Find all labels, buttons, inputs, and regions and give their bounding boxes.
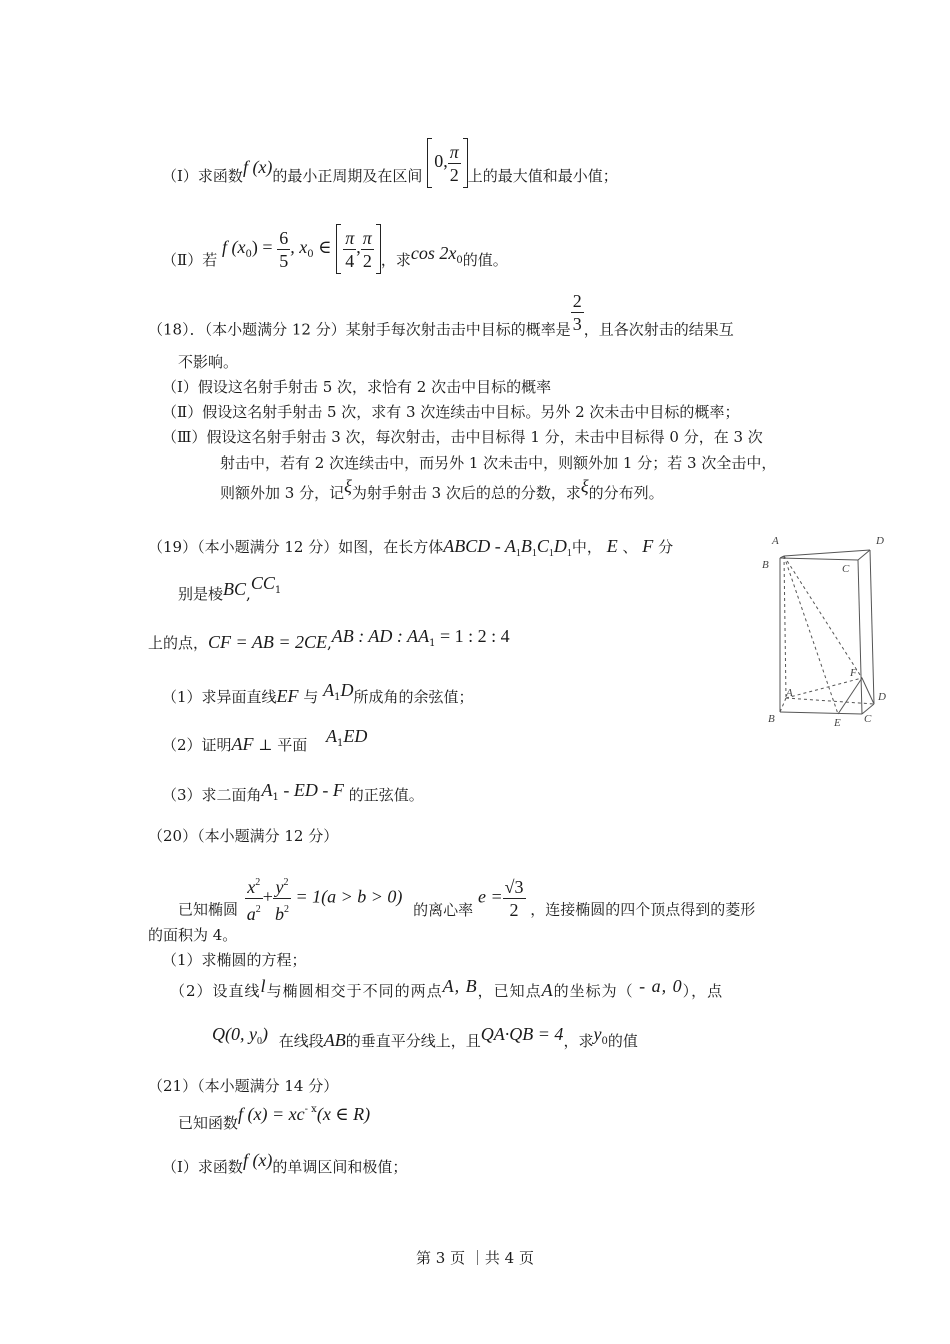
edge — [780, 712, 862, 714]
sub: 1 — [274, 585, 282, 596]
math: E — [606, 536, 618, 556]
math: D — [340, 680, 354, 700]
q20-line1 — [178, 877, 756, 937]
math: + — [262, 886, 273, 907]
q18-part2: （Ⅱ）假设这名射手射击 5 次，求有 3 次连续击中目标。另外 2 次未击中目标的概率； — [162, 403, 740, 421]
math: D — [553, 536, 567, 556]
math-cos: cos 2x — [410, 243, 457, 263]
hidden-edge — [784, 556, 786, 698]
math: = 1(a > b > 0) — [290, 886, 403, 907]
label-e: E — [834, 717, 841, 729]
sup: 2 — [283, 877, 289, 888]
q20-part1: （1）求椭圆的方程； — [162, 951, 307, 969]
math-xi: ξ — [344, 476, 352, 496]
q18-line2: 不影响。 — [178, 353, 239, 371]
text: 别是棱 — [178, 585, 224, 603]
text: （1）求异面直线 — [162, 688, 277, 706]
text: ，连接椭圆的四个顶点得到的菱形 — [530, 900, 756, 919]
text: （19）（本小题满分 12 分）如图，在长方体 — [148, 538, 444, 556]
text: 的值 — [607, 1032, 638, 1050]
right-bracket — [376, 224, 381, 274]
text: 与 — [303, 688, 319, 706]
sub: 1 — [272, 792, 279, 803]
condition — [222, 224, 381, 274]
den: 2 — [362, 250, 372, 271]
q19-line2 — [178, 573, 282, 611]
q18-part3-line3 — [220, 476, 664, 503]
math-xi: ξ — [580, 476, 589, 496]
math: A — [325, 726, 337, 746]
num: 6 — [279, 227, 289, 248]
math: a — [246, 904, 256, 924]
text: 的垂直平分线上，且 — [345, 1032, 481, 1050]
q18-part1: （Ⅰ）假设这名射手射击 5 次，求恰有 2 次击中目标的概率 — [162, 378, 552, 396]
interval-bracket — [427, 138, 468, 188]
q19-part1 — [162, 680, 474, 714]
math: ABCD - A — [443, 536, 516, 556]
text: 所成角的余弦值； — [353, 688, 474, 706]
edge — [862, 678, 874, 704]
math: BC — [223, 579, 247, 599]
text: （Ⅰ）求函数 — [162, 167, 243, 185]
edge — [870, 550, 874, 704]
math-fx: f (x) — [242, 157, 273, 177]
text: （2）证明 — [162, 736, 232, 754]
fraction — [361, 227, 374, 272]
math: ) — [261, 1024, 268, 1044]
label-c1: C — [842, 563, 850, 575]
text: ⊥ 平面 — [258, 736, 308, 754]
den: 5 — [279, 250, 289, 271]
hidden-edge — [784, 556, 862, 678]
q18-part3-line2: 射击中，若有 2 次连续击中，而另外 1 次未击中，则额外加 1 分；若 3 次全击中， — [220, 454, 777, 472]
left-bracket — [427, 138, 432, 188]
math: 0, — [434, 151, 448, 171]
sub: 1 — [336, 738, 344, 749]
math: y — [593, 1024, 602, 1044]
text: 的离心率 — [413, 900, 474, 919]
edge — [780, 558, 858, 560]
q20-head: （20）（本小题满分 12 分） — [148, 827, 339, 845]
math: CF = AB = 2CE — [208, 632, 327, 652]
den — [245, 899, 263, 925]
math: AB — [323, 1030, 346, 1050]
text: 已知函数 — [178, 1114, 239, 1132]
q19-line3 — [148, 626, 510, 660]
den: 2 — [449, 164, 459, 185]
den: 3 — [572, 314, 582, 334]
text: ，已知点 — [477, 982, 542, 1000]
edge — [838, 678, 862, 714]
text: , — [326, 634, 332, 652]
q17-part2 — [162, 227, 508, 286]
text: 的值。 — [462, 251, 508, 269]
num: √3 — [504, 877, 524, 897]
text: , — [246, 585, 251, 603]
plane-a1ed — [325, 726, 368, 749]
label-f: F — [850, 667, 857, 679]
hidden-edge — [780, 698, 786, 712]
sup: - x — [304, 1104, 317, 1115]
text: 已知椭圆 — [178, 900, 239, 919]
q21-part1 — [162, 1150, 408, 1177]
q20-line2: 的面积为 4。 — [148, 926, 238, 944]
num — [245, 872, 263, 899]
text: ，且各次射击的结果互 — [583, 320, 734, 339]
cuboid-figure — [758, 528, 892, 732]
num: π — [362, 227, 372, 248]
text: （Ⅱ）若 — [162, 251, 218, 269]
sub: 0 — [307, 249, 314, 260]
text: ，求 — [380, 251, 411, 269]
math: - ED - F — [278, 780, 344, 800]
math: , x — [290, 237, 308, 257]
q19-part3 — [162, 780, 424, 812]
label-a: A — [786, 687, 793, 699]
den: 2 — [509, 900, 519, 920]
math: AF — [231, 734, 254, 754]
math: Q(0, y — [212, 1024, 257, 1044]
math: l — [260, 976, 267, 996]
text: 、 — [622, 538, 638, 556]
math: (x ∈ R) — [316, 1104, 371, 1124]
math: , — [356, 237, 361, 257]
label-a1: A — [772, 535, 779, 547]
label-b1: B — [762, 559, 769, 571]
fraction — [343, 227, 356, 272]
sub: 1 — [531, 548, 537, 559]
math-box — [443, 536, 572, 559]
text: （3）求二面角 — [162, 786, 262, 804]
left-bracket — [336, 224, 341, 274]
edge — [784, 550, 870, 556]
sub: 1 — [548, 548, 554, 559]
sup: 2 — [255, 904, 261, 915]
text: 的坐标为（ — [553, 982, 634, 1000]
q21-line1 — [178, 1104, 371, 1133]
sub: 0 — [245, 249, 252, 260]
math: x — [247, 877, 256, 897]
math: F — [642, 536, 654, 556]
math: b — [274, 904, 284, 924]
text: 的单调区间和极值； — [272, 1158, 408, 1176]
hidden-edge — [786, 698, 874, 704]
math: f (x — [221, 237, 246, 257]
math: = 1 : 2 : 4 — [435, 626, 510, 646]
math: QA·QB = 4 — [480, 1024, 564, 1044]
probability-fraction — [571, 290, 584, 335]
q18-part3-line1: （Ⅲ）假设这名射手射击 3 次，每次射击，击中目标得 1 分，未击中目标得 0 分，在 3 次 — [162, 428, 763, 446]
sub: 0 — [601, 1036, 608, 1047]
sub: 1 — [566, 548, 572, 559]
text: 上的最大值和最小值； — [467, 167, 618, 185]
text: 则额外加 3 分，记 — [220, 484, 345, 502]
q19-part2 — [162, 726, 368, 762]
math: ∈ — [313, 237, 332, 257]
num: π — [449, 141, 459, 162]
math: C — [536, 536, 549, 556]
math: AB : AD : AA — [331, 626, 430, 646]
math: f (x) — [242, 1150, 273, 1170]
text: （Ⅰ）求函数 — [162, 1158, 243, 1176]
math: - a, 0 — [633, 976, 683, 996]
den — [273, 899, 291, 925]
text: 与椭圆相交于不同的两点 — [266, 982, 443, 1000]
fraction — [503, 876, 526, 921]
math: e = — [477, 886, 503, 907]
q21-head: （21）（本小题满分 14 分） — [148, 1077, 339, 1095]
eccentricity — [478, 876, 526, 921]
edge — [858, 560, 862, 714]
sup: 2 — [255, 877, 261, 888]
q17-part1 — [162, 141, 618, 202]
label-c: C — [864, 713, 872, 725]
sub: 1 — [334, 692, 341, 703]
math: A — [541, 980, 554, 1000]
text: （2）设直线 — [170, 982, 261, 1000]
den: 4 — [345, 250, 355, 271]
text: ），点 — [682, 982, 724, 1000]
text: 为射手射击 3 次后的总的分数，求 — [351, 484, 581, 502]
q20-part2-line2 — [212, 1024, 638, 1058]
math: A, B — [442, 976, 478, 996]
sub: 0 — [456, 255, 463, 266]
sup: 2 — [283, 904, 289, 915]
q18-head — [148, 291, 734, 353]
num — [273, 872, 291, 899]
num: 2 — [572, 291, 582, 311]
text: 的分布列。 — [588, 484, 664, 502]
math-q — [212, 1024, 268, 1047]
text: 的正弦值。 — [348, 786, 424, 804]
math: A — [261, 780, 273, 800]
text: （18）．（本小题满分 12 分）某射手每次射击击中目标的概率是 — [148, 320, 571, 339]
num: π — [345, 227, 355, 248]
q19-head — [148, 536, 673, 564]
math: B — [520, 536, 532, 556]
sub: 1 — [429, 638, 436, 649]
math: CC — [250, 573, 275, 593]
sub: 1 — [515, 548, 521, 559]
sub: 0 — [256, 1036, 262, 1047]
fraction — [273, 872, 291, 925]
math: A — [323, 680, 335, 700]
math: y — [275, 877, 284, 897]
math: EF — [276, 686, 299, 706]
right-bracket — [463, 138, 468, 188]
fraction — [277, 227, 290, 272]
text: 中， — [571, 538, 602, 556]
text: 上的点， — [148, 634, 209, 652]
page-footer: 第 3 页 ｜共 4 页 — [416, 1249, 534, 1267]
math: f (x) = xc — [238, 1104, 305, 1124]
ellipse-equation — [245, 872, 403, 925]
text: 的最小正周期及在区间 — [272, 167, 423, 185]
text: 在线段 — [278, 1032, 324, 1050]
edge — [858, 550, 870, 560]
text: 分 — [658, 538, 674, 556]
math: ED — [343, 726, 368, 746]
fraction — [448, 141, 461, 186]
q20-part2 — [170, 976, 724, 1001]
label-d: D — [878, 691, 886, 703]
fraction — [245, 872, 263, 925]
text: ，求 — [563, 1032, 594, 1050]
label-d1: D — [876, 535, 884, 547]
label-b: B — [768, 713, 775, 725]
math: ) = — [251, 237, 273, 257]
